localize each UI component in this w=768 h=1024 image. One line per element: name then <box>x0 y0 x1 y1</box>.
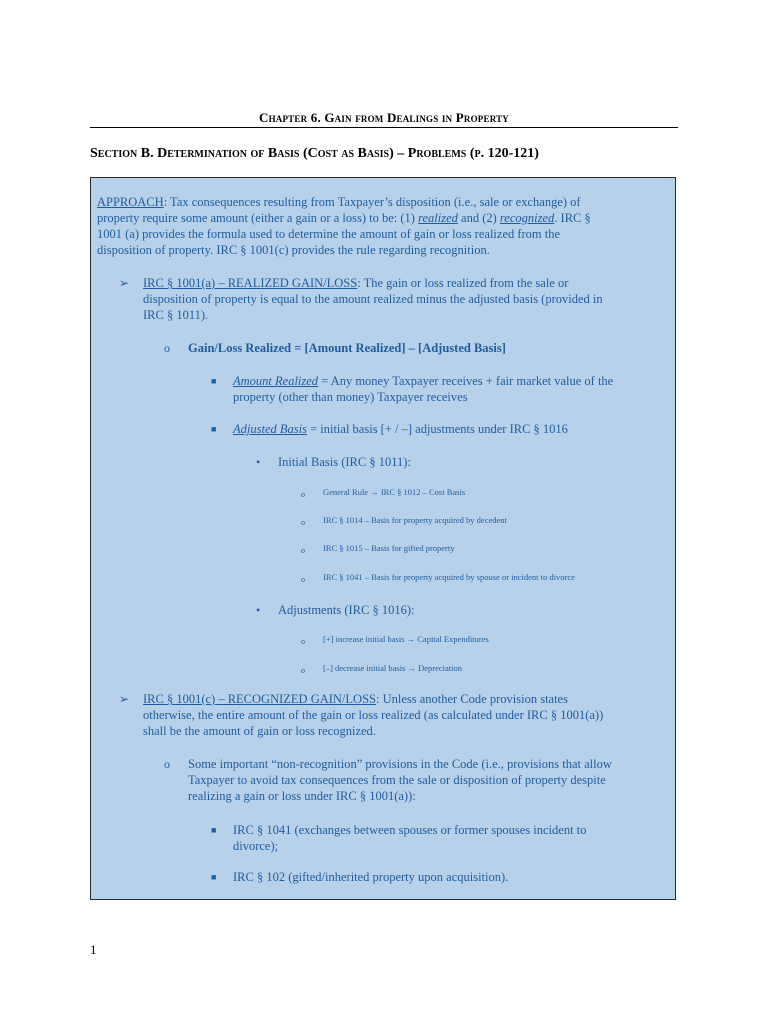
approach-line-4: disposition of property. IRC § 1001(c) provides the rule regarding recognition. <box>97 243 490 257</box>
circle-bullet-icon: o <box>164 341 170 355</box>
gain-loss-formula: Gain/Loss Realized = [Amount Realized] – [Adjusted Basis] <box>188 341 506 355</box>
circle-bullet-icon: o <box>301 518 305 527</box>
approach-box <box>90 177 676 900</box>
circle-bullet-icon: o <box>301 637 305 646</box>
chapter-title: Chapter 6. Gain from Dealings in Property <box>259 110 509 125</box>
approach-line-1: APPROACH: Tax consequences resulting from Taxpayer’s disposition (i.e., sale or exchange) of <box>97 195 581 209</box>
arrow-bullet-icon: ➢ <box>119 276 130 290</box>
realized-line-2: disposition of property is equal to the amount realized minus the adjusted basis (provided in <box>143 292 603 306</box>
title-rule <box>90 127 678 128</box>
adjustment-item: [–] decrease initial basis → Depreciation <box>323 663 463 673</box>
circle-bullet-icon: o <box>301 490 305 499</box>
recognized-line-3: shall be the amount of gain or loss recognized. <box>143 724 376 738</box>
circle-bullet-icon: o <box>301 575 305 584</box>
realized-term: realized <box>418 211 458 225</box>
approach-line-3: 1001 (a) provides the formula used to determine the amount of gain or loss realized from the <box>97 227 561 241</box>
amount-realized-line-2: property (other than money) Taxpayer receives <box>233 390 468 404</box>
adjusted-basis-line: Adjusted Basis = initial basis [+ / –] adjustments under IRC § 1016 <box>233 422 568 436</box>
initial-basis-item: IRC § 1015 – Basis for gifted property <box>323 543 455 553</box>
recognized-line-1: IRC § 1001(c) – RECOGNIZED GAIN/LOSS: Unless another Code provision states <box>143 692 568 706</box>
realized-line-1: IRC § 1001(a) – REALIZED GAIN/LOSS: The gain or loss realized from the sale or <box>143 276 569 290</box>
section-title: Section B. Determination of Basis (Cost as Basis) – Problems (p. 120-121) <box>90 146 539 161</box>
square-bullet-icon: ■ <box>211 376 217 386</box>
amount-realized-term: Amount Realized <box>233 374 319 388</box>
recognized-heading: IRC § 1001(c) – RECOGNIZED GAIN/LOSS <box>143 692 376 706</box>
square-bullet-icon: ■ <box>211 424 217 434</box>
recognized-term: recognized <box>499 211 555 225</box>
dot-bullet-icon: • <box>256 603 261 617</box>
circle-bullet-icon: o <box>301 666 305 675</box>
page-number: 1 <box>90 942 97 957</box>
initial-basis-item: IRC § 1041 – Basis for property acquired by spouse or incident to divorce <box>323 572 575 582</box>
irc-1041-line-2: divorce); <box>233 839 279 853</box>
amount-realized-line-1: Amount Realized = Any money Taxpayer receives + fair market value of the <box>233 374 614 388</box>
dot-bullet-icon: • <box>256 455 261 469</box>
nonrecognition-line-2: Taxpayer to avoid tax consequences from the sale or disposition of property despite <box>188 773 606 787</box>
square-bullet-icon: ■ <box>211 872 217 882</box>
approach-line-2: property require some amount (either a gain or a loss) to be: (1) realized and (2) recognized. IRC § <box>97 211 591 225</box>
realized-heading: IRC § 1001(a) – REALIZED GAIN/LOSS <box>143 276 358 290</box>
initial-basis-label: Initial Basis (IRC § 1011): <box>278 455 411 469</box>
square-bullet-icon: ■ <box>211 825 217 835</box>
nonrecognition-line-1: Some important “non-recognition” provisions in the Code (i.e., provisions that allow <box>188 757 612 771</box>
circle-bullet-icon: o <box>301 546 305 555</box>
nonrecognition-line-3: realizing a gain or loss under IRC § 1001(a)): <box>188 789 416 803</box>
irc-1041-line-1: IRC § 1041 (exchanges between spouses or former spouses incident to <box>233 823 587 837</box>
recognized-line-2: otherwise, the entire amount of the gain or loss realized (as calculated under IRC § 1001(a)) <box>143 708 604 722</box>
adjustments-label: Adjustments (IRC § 1016): <box>278 603 415 617</box>
approach-label: APPROACH <box>97 195 164 209</box>
circle-bullet-icon: o <box>164 757 170 771</box>
initial-basis-item: General Rule → IRC § 1012 – Cost Basis <box>323 487 466 497</box>
arrow-bullet-icon: ➢ <box>119 692 130 706</box>
realized-line-3: IRC § 1011). <box>143 308 209 322</box>
initial-basis-item: IRC § 1014 – Basis for property acquired by decedent <box>323 515 507 525</box>
adjusted-basis-term: Adjusted Basis <box>233 422 307 436</box>
irc-102-line: IRC § 102 (gifted/inherited property upon acquisition). <box>233 870 509 884</box>
adjustment-item: [+] increase initial basis → Capital Expenditures <box>323 634 489 644</box>
